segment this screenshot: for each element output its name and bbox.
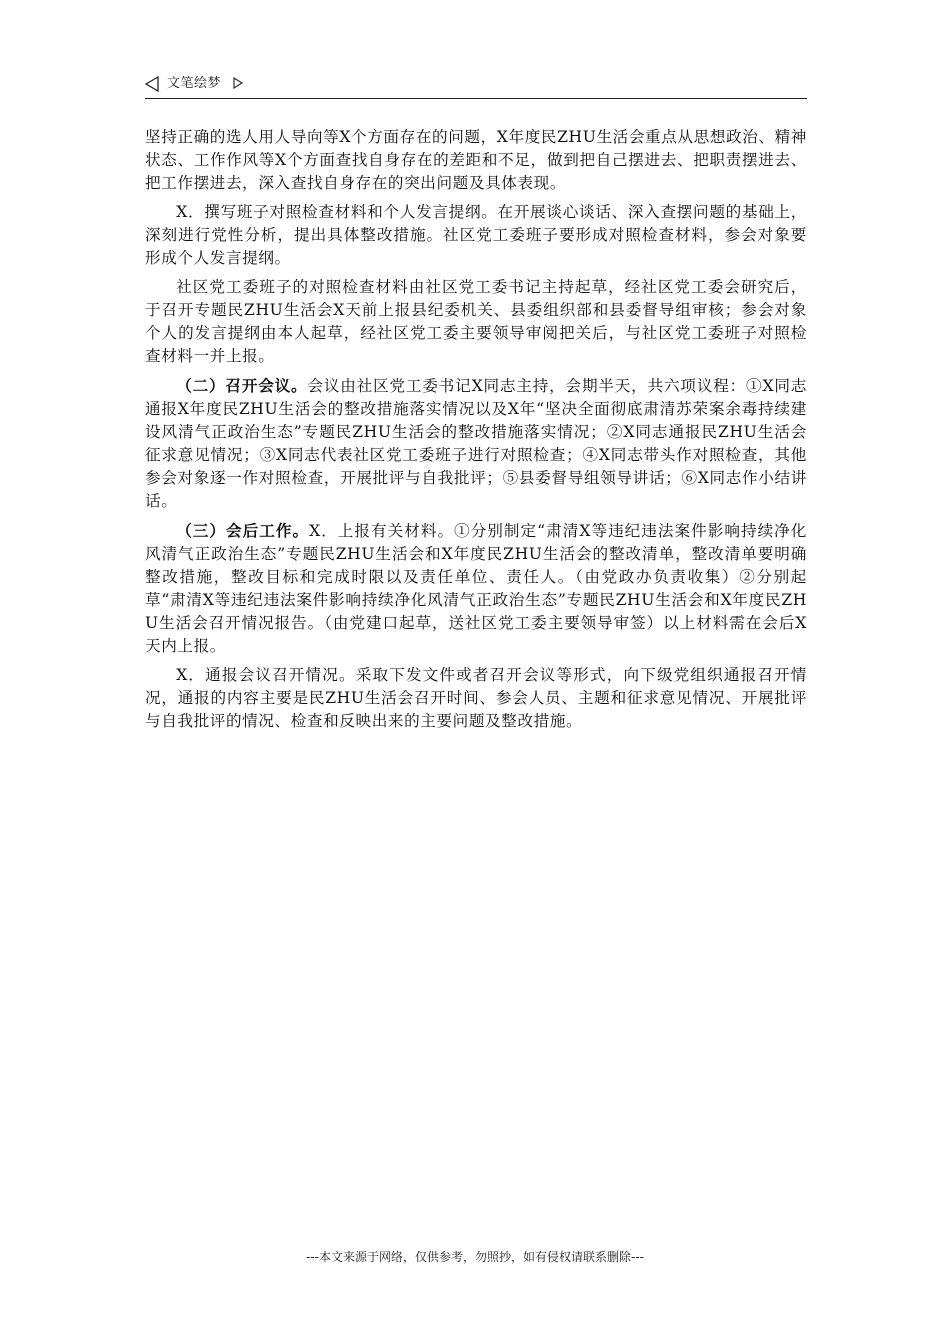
page-footer: ---本文来源于网络，仅供参考，勿照抄，如有侵权请联系删除--- <box>306 1250 644 1264</box>
paragraph-4 <box>145 374 807 513</box>
triangle-left-icon <box>145 76 159 92</box>
triangle-right-icon <box>233 77 243 89</box>
section-heading-3: （三）会后工作。 <box>176 521 310 540</box>
paragraph-6: X．通报会议召开情况。采取下发文件或者召开会议等形式，向下级党组织通报召开情况，通报的内容主要是民ZHU生活会召开时间、参会人员、主题和征求意见情况、开展批评与自我批评的情况、检查和反映出来的主要问题及整改措施。 <box>145 666 807 730</box>
document-body <box>145 126 807 739</box>
paragraph-3: 社区党工委班子的对照检查材料由社区党工委书记主持起草，经社区党工委会研究后，于召开专题民ZHU生活会X天前上报县纪委机关、县委组织部和县委督导组审核；参会对象个人的发言提纲由本人起草，经社区党工委主要领导审阅把关后，与社区党工委班子对照检查材料一并上报。 <box>145 278 807 365</box>
paragraph-1: 坚持正确的选人用人导向等X个方面存在的问题，X年度民ZHU生活会重点从思想政治、精神状态、工作作风等X个方面查找自身存在的差距和不足，做到把自己摆进去、把职责摆进去、把工作摆进去，深入查找自身存在的突出问题及具体表现。 <box>145 128 807 192</box>
paragraph-5 <box>145 519 807 658</box>
header-title: 文笔绘梦 <box>167 76 222 91</box>
paragraph-2: X．撰写班子对照检查材料和个人发言提纲。在开展谈心谈话、深入查摆问题的基础上，深刻进行党性分析，提出具体整改措施。社区党工委班子要形成对照检查材料，参会对象要形成个人发言提纲。 <box>145 203 807 267</box>
section-heading-2: （二）召开会议。 <box>176 376 308 395</box>
paragraph-5-text: X．上报有关材料。①分别制定“肃清X等违纪违法案件影响持续净化风清气正政治生态”专题民ZHU生活会和X年度民ZHU生活会的整改清单，整改清单要明确整改措施，整改目标和完成时限以及责任单位、责任人。（由党政办负责收集）②分别起草“肃清X等违纪违法案件影响持续净化风清气正政治生态”专题民ZHU生活会和X年度民ZHU生活会召开情况报告。（由党建口起草，送社区党工委主要领导审签）以上材料需在会后X天内上报。 <box>145 522 807 655</box>
page-header <box>145 74 807 99</box>
paragraph-4-text: 会议由社区党工委书记X同志主持，会期半天，共六项议程：①X同志通报X年度民ZHU生活会的整改措施落实情况以及X年“坚决全面彻底肃清苏荣案余毒持续建设风清气正政治生态”专题民ZHU生活会的整改措施落实情况；②X同志通报民ZHU生活会征求意见情况；③X同志代表社区党工委班子进行对照检查；④X同志带头作对照检查，其他参会对象逐一作对照检查，开展批评与自我批评；⑤县委督导组领导讲话；⑥X同志作小结讲话。 <box>145 377 807 510</box>
